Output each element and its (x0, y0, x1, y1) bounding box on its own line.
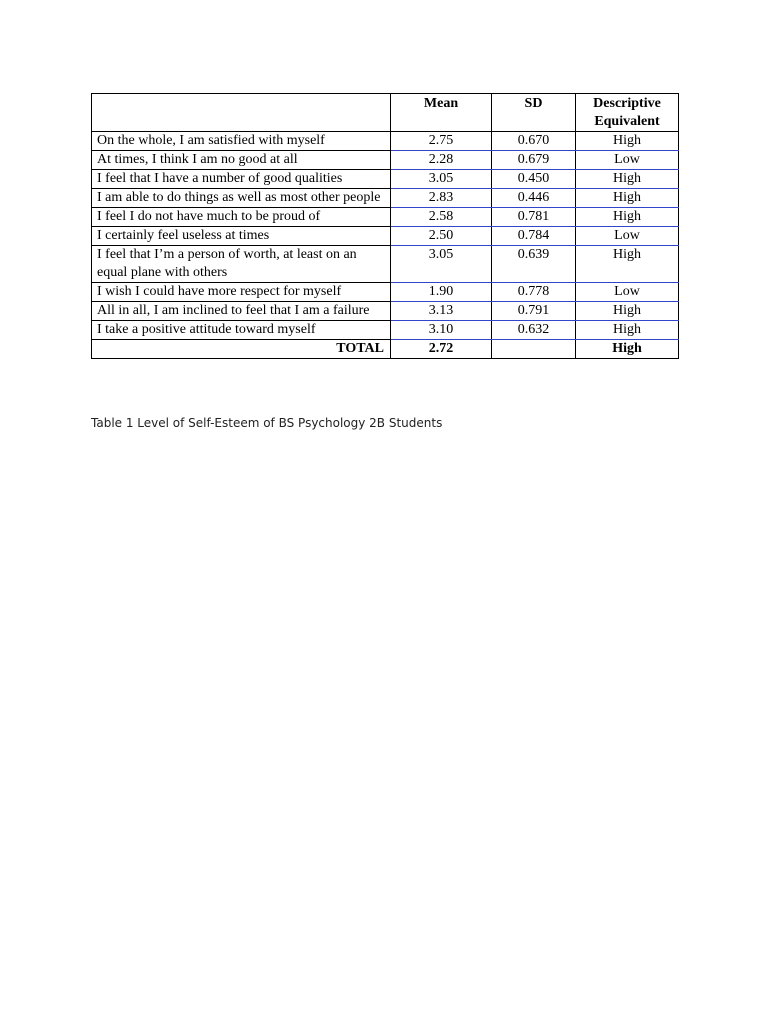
total-label: TOTAL (92, 340, 391, 359)
row-item: All in all, I am inclined to feel that I am a failure (92, 302, 391, 321)
table-row (92, 132, 679, 151)
row-mean: 3.13 (391, 302, 492, 321)
row-descriptive: Low (576, 283, 679, 302)
row-mean: 2.83 (391, 189, 492, 208)
total-sd (492, 340, 576, 359)
row-sd: 0.639 (492, 246, 576, 283)
table-row (92, 227, 679, 246)
row-item: I feel that I have a number of good qualities (92, 170, 391, 189)
row-item: On the whole, I am satisfied with myself (92, 132, 391, 151)
row-mean: 3.05 (391, 246, 492, 283)
total-mean: 2.72 (391, 340, 492, 359)
row-descriptive: High (576, 189, 679, 208)
self-esteem-table (91, 93, 679, 359)
row-sd: 0.781 (492, 208, 576, 227)
total-descriptive: High (576, 340, 679, 359)
row-descriptive: High (576, 132, 679, 151)
row-mean: 2.28 (391, 151, 492, 170)
row-item: I feel that I’m a person of worth, at least on an equal plane with others (92, 246, 391, 283)
table-header-row (92, 94, 679, 132)
row-mean: 2.75 (391, 132, 492, 151)
table-row (92, 151, 679, 170)
table-row (92, 321, 679, 340)
row-mean: 2.50 (391, 227, 492, 246)
header-descriptive-equivalent: Descriptive Equivalent (576, 94, 679, 132)
row-item: I am able to do things as well as most other people (92, 189, 391, 208)
row-mean: 3.05 (391, 170, 492, 189)
row-descriptive: High (576, 321, 679, 340)
header-mean: Mean (391, 94, 492, 132)
row-item: I wish I could have more respect for myself (92, 283, 391, 302)
table-row (92, 208, 679, 227)
row-sd: 0.632 (492, 321, 576, 340)
row-mean: 3.10 (391, 321, 492, 340)
row-descriptive: High (576, 208, 679, 227)
row-sd: 0.679 (492, 151, 576, 170)
row-descriptive: High (576, 302, 679, 321)
table-row (92, 246, 679, 283)
row-descriptive: Low (576, 151, 679, 170)
table-caption: Table 1 Level of Self-Esteem of BS Psychology 2B Students (91, 416, 443, 430)
row-mean: 2.58 (391, 208, 492, 227)
table-row (92, 283, 679, 302)
row-sd: 0.446 (492, 189, 576, 208)
header-sd: SD (492, 94, 576, 132)
row-sd: 0.670 (492, 132, 576, 151)
row-item: At times, I think I am no good at all (92, 151, 391, 170)
row-sd: 0.791 (492, 302, 576, 321)
header-item (92, 94, 391, 132)
row-item: I take a positive attitude toward myself (92, 321, 391, 340)
row-sd: 0.778 (492, 283, 576, 302)
row-descriptive: Low (576, 227, 679, 246)
row-mean: 1.90 (391, 283, 492, 302)
row-item: I certainly feel useless at times (92, 227, 391, 246)
row-descriptive: High (576, 170, 679, 189)
table-row (92, 170, 679, 189)
row-sd: 0.784 (492, 227, 576, 246)
row-sd: 0.450 (492, 170, 576, 189)
table-row (92, 302, 679, 321)
table-row (92, 189, 679, 208)
row-item: I feel I do not have much to be proud of (92, 208, 391, 227)
row-descriptive: High (576, 246, 679, 283)
total-row (92, 340, 679, 359)
